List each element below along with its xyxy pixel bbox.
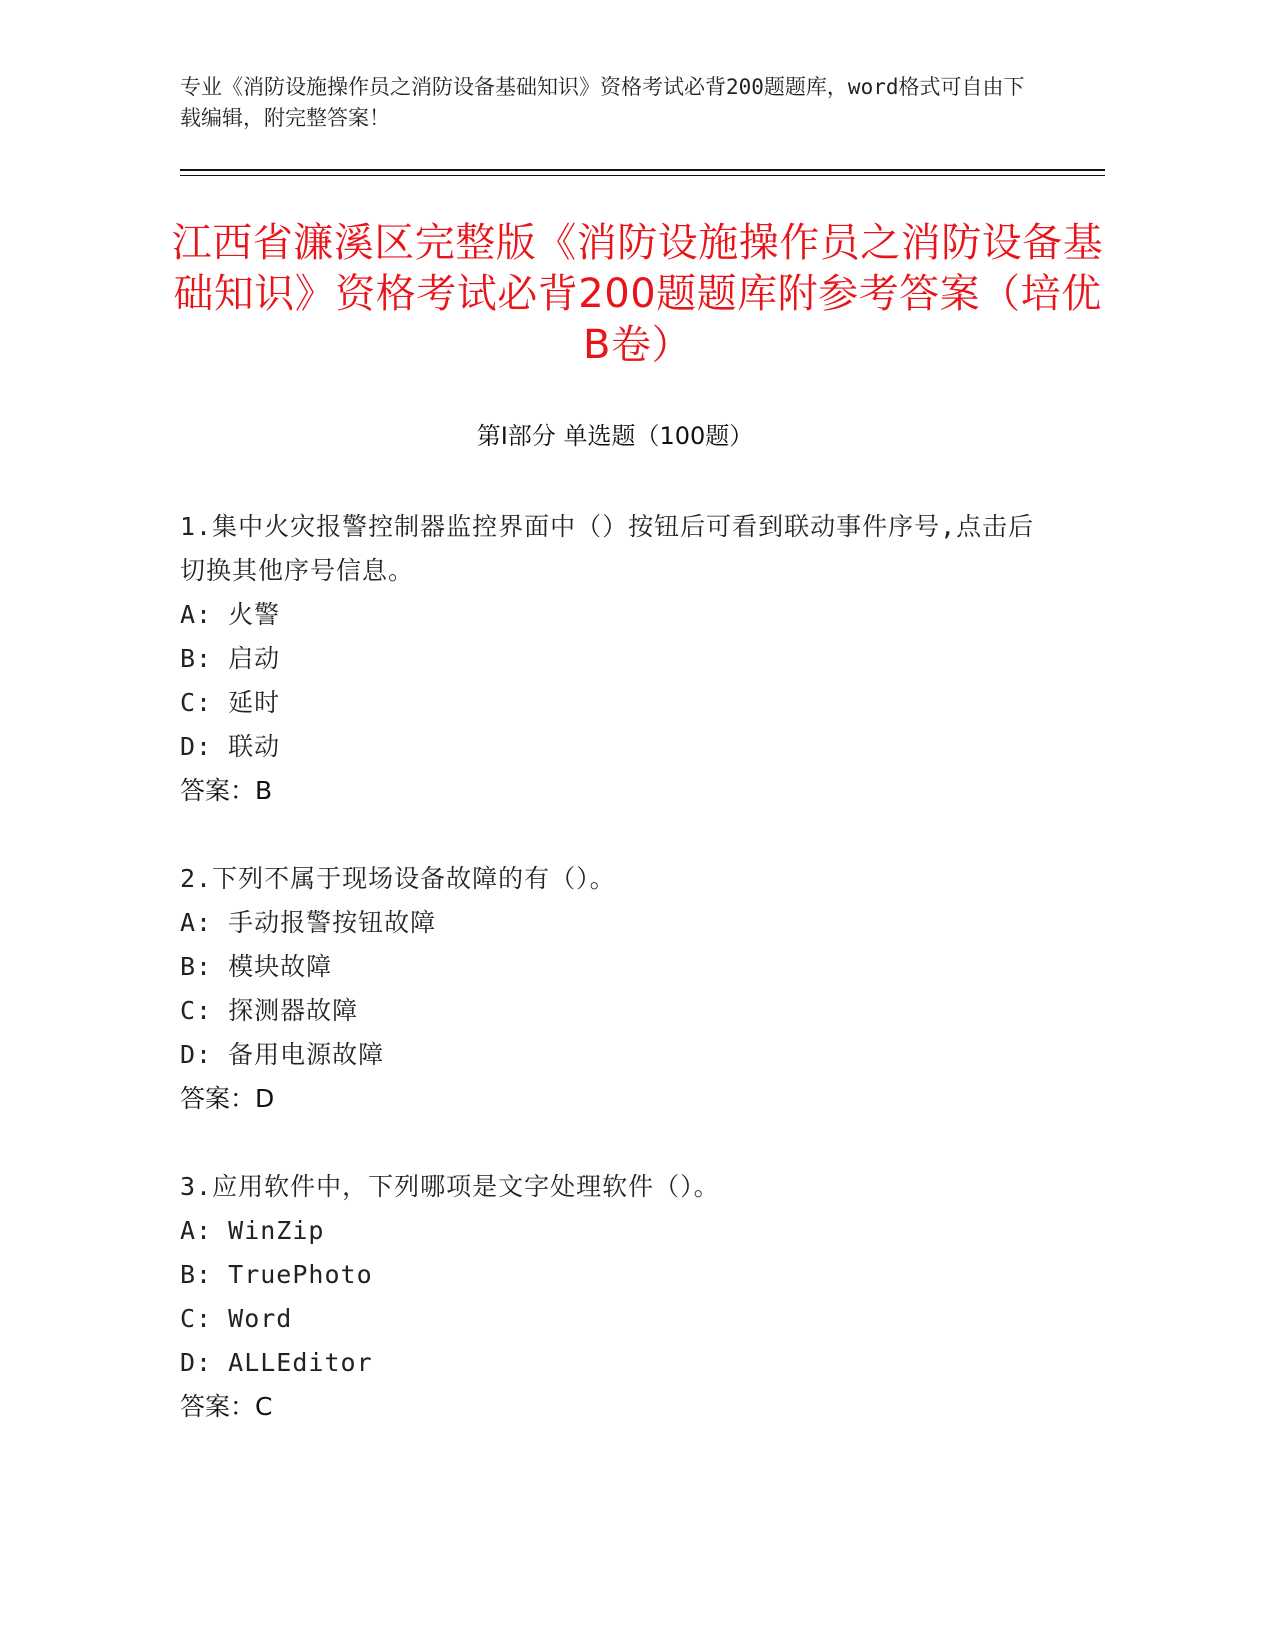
option-d: D: 备用电源故障 bbox=[180, 1040, 385, 1069]
question-3 bbox=[180, 1165, 1040, 1429]
section-heading: 第Ⅰ部分 单选题（100题） bbox=[476, 422, 754, 450]
option-a: A: 火警 bbox=[180, 600, 281, 629]
option-d: D: ALLEditor bbox=[180, 1348, 373, 1377]
answer: 答案：D bbox=[180, 1084, 275, 1113]
option-a: A: WinZip bbox=[180, 1216, 325, 1245]
question-2 bbox=[180, 857, 1040, 1121]
answer: 答案：B bbox=[180, 776, 273, 805]
header-divider-thick bbox=[180, 169, 1105, 171]
option-b: B: 启动 bbox=[180, 644, 281, 673]
option-c: C: 探测器故障 bbox=[180, 996, 359, 1025]
answer: 答案：C bbox=[180, 1392, 273, 1421]
question-stem: 2.下列不属于现场设备故障的有（）。 bbox=[180, 864, 616, 893]
header-note: 专业《消防设施操作员之消防设备基础知识》资格考试必背200题题库，word格式可自由下载编辑，附完整答案！ bbox=[180, 75, 1025, 130]
question-stem: 3.应用软件中，下列哪项是文字处理软件（）。 bbox=[180, 1172, 720, 1201]
option-b: B: 模块故障 bbox=[180, 952, 333, 981]
option-c: C: 延时 bbox=[180, 688, 281, 717]
document-title: 江西省濂溪区完整版《消防设施操作员之消防设备基础知识》资格考试必背200题题库附参考答案（培优B卷） bbox=[171, 220, 1104, 368]
option-a: A: 手动报警按钮故障 bbox=[180, 908, 437, 937]
option-d: D: 联动 bbox=[180, 732, 281, 761]
option-b: B: TruePhoto bbox=[180, 1260, 373, 1289]
question-list bbox=[180, 505, 1040, 1473]
question-stem: 1.集中火灾报警控制器监控界面中（）按钮后可看到联动事件序号,点击后切换其他序号信息。 bbox=[180, 512, 1035, 585]
question-1 bbox=[180, 505, 1040, 813]
header-divider-thin bbox=[180, 175, 1105, 176]
option-c: C: Word bbox=[180, 1304, 293, 1333]
